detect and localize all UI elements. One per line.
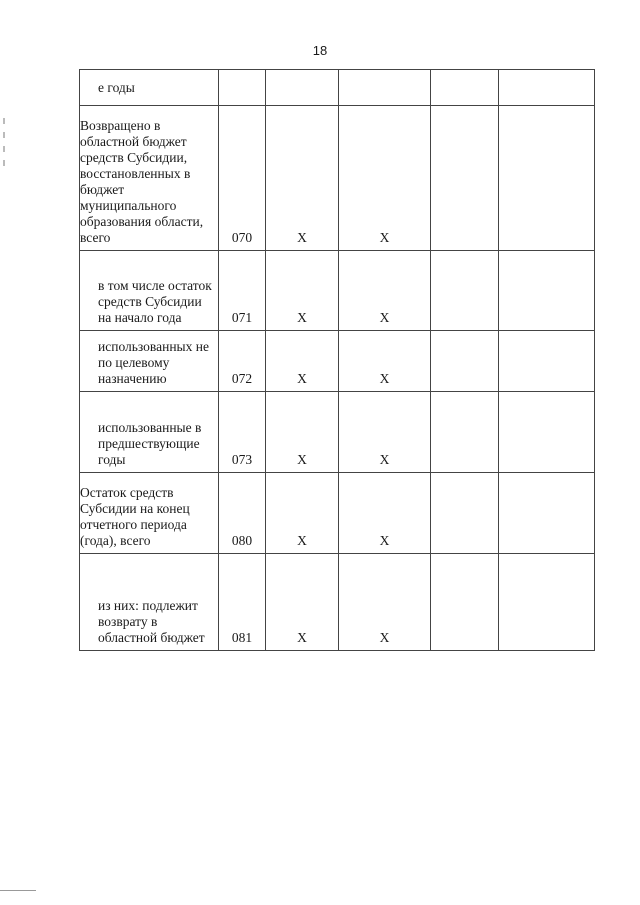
table-row [80, 70, 595, 106]
row-cell-empty [499, 251, 595, 331]
row-label: из них: подлежит возврату в областной бюджет [80, 554, 219, 651]
row-code: 070 [219, 106, 266, 251]
report-table [79, 69, 595, 651]
row-cell: X [339, 251, 431, 331]
row-cell-empty [431, 554, 499, 651]
row-cell: X [266, 251, 339, 331]
row-code: 072 [219, 331, 266, 392]
row-cell: X [339, 106, 431, 251]
row-cell-empty [499, 473, 595, 554]
row-cell: X [266, 331, 339, 392]
table-row [80, 331, 595, 392]
row-cell-empty [499, 392, 595, 473]
table-row [80, 106, 595, 251]
row-cell-empty [499, 106, 595, 251]
row-cell-empty [431, 392, 499, 473]
table-row [80, 392, 595, 473]
row-cell-empty [431, 331, 499, 392]
row-label: в том числе остаток средств Субсидии на начало года [80, 251, 219, 331]
row-label: Остаток средств Субсидии на конец отчетного периода (года), всего [80, 473, 219, 554]
row-cell [339, 70, 431, 106]
row-cell-empty [499, 554, 595, 651]
row-cell [266, 70, 339, 106]
row-cell-empty [431, 70, 499, 106]
row-label: е годы [80, 70, 219, 106]
row-label: Возвращено в областной бюджет средств Субсидии, восстановленных в бюджет муниципального образования области, всего [80, 106, 219, 251]
row-label: использованные в предшествующие годы [80, 392, 219, 473]
table-row [80, 251, 595, 331]
row-code: 081 [219, 554, 266, 651]
row-cell-empty [499, 331, 595, 392]
row-cell: X [339, 331, 431, 392]
row-cell: X [266, 554, 339, 651]
row-code: 080 [219, 473, 266, 554]
row-cell-empty [431, 106, 499, 251]
row-code: 073 [219, 392, 266, 473]
row-cell: X [339, 554, 431, 651]
row-cell: X [266, 473, 339, 554]
row-cell: X [339, 473, 431, 554]
row-cell-empty [431, 473, 499, 554]
table-row [80, 554, 595, 651]
row-cell-empty [499, 70, 595, 106]
row-cell: X [339, 392, 431, 473]
row-cell: X [266, 106, 339, 251]
bottom-rule [0, 890, 36, 891]
margin-scan-marks [3, 118, 5, 178]
row-cell: X [266, 392, 339, 473]
row-code: 071 [219, 251, 266, 331]
row-code [219, 70, 266, 106]
row-cell-empty [431, 251, 499, 331]
row-label: использованных не по целевому назначению [80, 331, 219, 392]
page-number: 18 [312, 43, 328, 58]
table-row [80, 473, 595, 554]
